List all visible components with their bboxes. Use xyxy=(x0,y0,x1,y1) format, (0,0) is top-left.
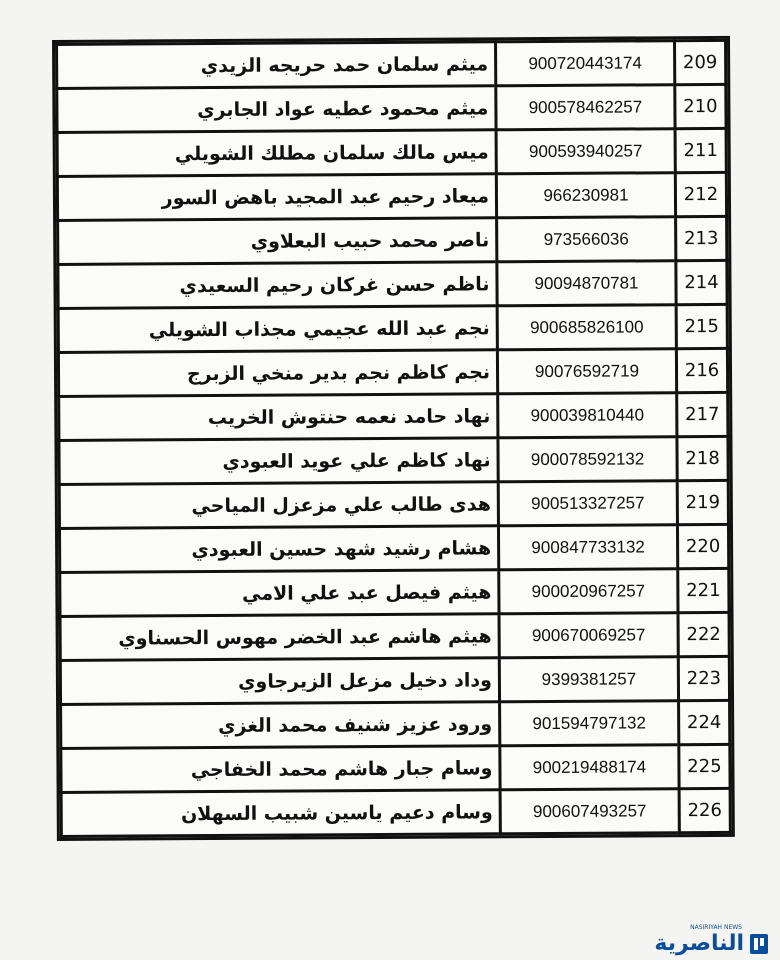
row-id-number: 900847733132 xyxy=(498,525,677,570)
table-row xyxy=(58,260,727,308)
row-full-name: ناصر محمد حبيب البعلاوي xyxy=(58,218,497,265)
row-number: 222 xyxy=(678,612,729,656)
logo-text: الناصرية xyxy=(654,930,744,956)
row-full-name: نجم عبد الله عجيمي مجذاب الشويلي xyxy=(58,306,497,353)
row-full-name: وسام جبار هاشم محمد الخفاجي xyxy=(61,746,500,793)
row-number: 217 xyxy=(677,392,728,436)
row-full-name: هشام رشيد شهد حسين العبودي xyxy=(59,526,498,573)
row-id-number: 900513327257 xyxy=(498,481,677,526)
row-number: 213 xyxy=(676,216,727,260)
table-row xyxy=(57,40,726,88)
row-number: 225 xyxy=(679,744,730,788)
row-id-number: 900607493257 xyxy=(500,789,679,834)
row-id-number: 900219488174 xyxy=(500,745,679,790)
row-full-name: نجم كاظم نجم بدير منخي الزبرج xyxy=(58,350,497,397)
row-number: 214 xyxy=(676,260,727,304)
row-number: 226 xyxy=(679,788,730,832)
row-id-number: 90076592719 xyxy=(497,349,676,394)
row-full-name: ميثم سلمان حمد حريجه الزيدي xyxy=(57,42,496,89)
row-number: 224 xyxy=(679,700,730,744)
row-full-name: وداد دخيل مزعل الزيرجاوي xyxy=(60,658,499,705)
table-row xyxy=(59,436,728,484)
row-number: 218 xyxy=(677,436,728,480)
row-id-number: 900578462257 xyxy=(496,85,675,130)
row-number: 219 xyxy=(677,480,728,524)
row-id-number: 900039810440 xyxy=(498,393,677,438)
table-row xyxy=(59,524,728,572)
table-row xyxy=(61,744,730,792)
table-row xyxy=(58,348,727,396)
names-table-body xyxy=(57,40,731,836)
table-row xyxy=(61,788,730,836)
row-number: 209 xyxy=(675,40,726,84)
row-number: 212 xyxy=(675,172,726,216)
row-full-name: ميثم محمود عطيه عواد الجابري xyxy=(57,86,496,133)
row-full-name: نهاد حامد نعمه حنتوش الخريب xyxy=(59,394,498,441)
row-full-name: هيثم هاشم عبد الخضر مهوس الحسناوي xyxy=(60,614,499,661)
table-row xyxy=(58,216,727,264)
row-full-name: نهاد كاظم علي عويد العبودي xyxy=(59,438,498,485)
table-row xyxy=(57,84,726,132)
table-row xyxy=(61,700,730,748)
table-row xyxy=(60,612,729,660)
table-row xyxy=(60,656,729,704)
table-row xyxy=(60,568,729,616)
row-number: 210 xyxy=(675,84,726,128)
row-full-name: ميعاد رحيم عبد المجيد باهض السور xyxy=(57,174,496,221)
row-number: 211 xyxy=(675,128,726,172)
site-logo xyxy=(654,924,770,956)
names-table xyxy=(55,39,732,838)
row-number: 216 xyxy=(676,348,727,392)
table-row xyxy=(57,128,726,176)
row-full-name: ورود عزيز شنيف محمد الغزي xyxy=(61,702,500,749)
row-id-number: 901594797132 xyxy=(500,701,679,746)
table-row xyxy=(58,304,727,352)
row-full-name: ميس مالك سلمان مطلك الشويلي xyxy=(57,130,496,177)
row-id-number: 900020967257 xyxy=(499,569,678,614)
table-row xyxy=(59,392,728,440)
row-id-number: 900670069257 xyxy=(499,613,678,658)
row-full-name: هيثم فيصل عبد علي الامي xyxy=(60,570,499,617)
row-id-number: 900078592132 xyxy=(498,437,677,482)
row-full-name: ناظم حسن غركان رحيم السعيدي xyxy=(58,262,497,309)
row-id-number: 973566036 xyxy=(497,217,676,262)
logo-emblem-icon xyxy=(748,930,770,956)
row-number: 221 xyxy=(678,568,729,612)
row-number: 223 xyxy=(678,656,729,700)
table-row xyxy=(57,172,726,220)
row-id-number: 900720443174 xyxy=(496,41,675,86)
row-full-name: هدى طالب علي مزعزل المياحي xyxy=(59,482,498,529)
row-id-number: 9399381257 xyxy=(499,657,678,702)
row-id-number: 966230981 xyxy=(496,173,675,218)
document-sheet xyxy=(52,36,735,841)
row-id-number: 900685826100 xyxy=(497,305,676,350)
logo-subtext: NASIRIYAH NEWS xyxy=(690,924,742,931)
row-id-number: 90094870781 xyxy=(497,261,676,306)
table-row xyxy=(59,480,728,528)
row-number: 215 xyxy=(676,304,727,348)
row-number: 220 xyxy=(677,524,728,568)
row-id-number: 900593940257 xyxy=(496,129,675,174)
row-full-name: وسام دعيم ياسين شبيب السهلان xyxy=(61,790,500,837)
